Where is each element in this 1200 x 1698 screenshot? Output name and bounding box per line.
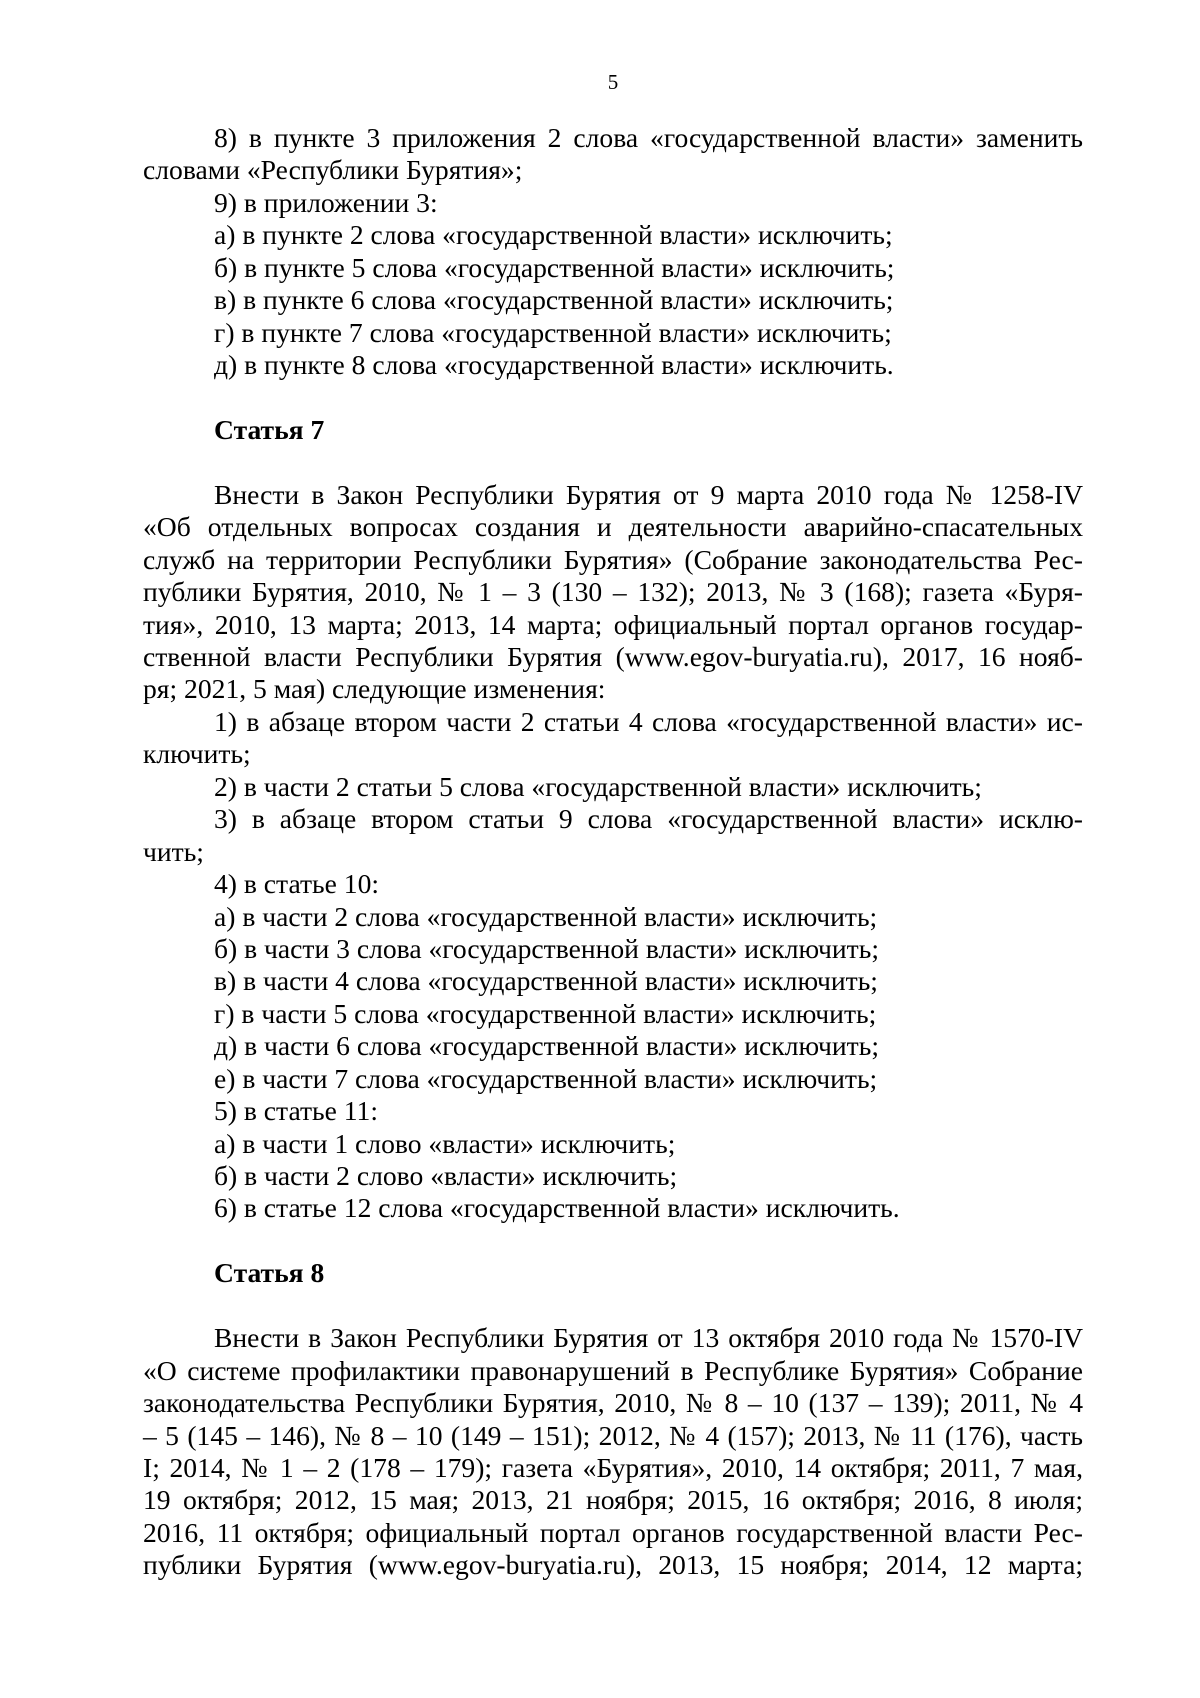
paragraph xyxy=(143,479,1083,706)
text-line: ключить; xyxy=(143,738,251,770)
text-line: Внести в Закон Республики Бурятия от 13 октября 2010 года № 1570-IV xyxy=(214,1322,1083,1354)
text-line: Внести в Закон Республики Бурятия от 9 марта 2010 года № 1258-IV xyxy=(214,478,1083,510)
text-line: законодательства Республики Бурятия, 2010, № 8 – 10 (137 – 139); 2011, № 4 xyxy=(143,1387,1083,1419)
document-body xyxy=(143,122,1083,1582)
text-line: словами «Республики Бурятия»; xyxy=(143,154,523,186)
paragraph xyxy=(143,1095,1083,1127)
paragraph xyxy=(143,252,1083,284)
paragraph xyxy=(143,1128,1083,1160)
paragraph xyxy=(143,1322,1083,1582)
text-line: I; 2014, № 1 – 2 (178 – 179); газета «Бурятия», 2010, 14 октября; 2011, 7 мая, xyxy=(143,1451,1083,1483)
paragraph xyxy=(143,965,1083,997)
paragraph xyxy=(143,868,1083,900)
text-line: публики Бурятия (www.egov-buryatia.ru), 2013, 15 ноября; 2014, 12 марта; xyxy=(143,1549,1083,1581)
text-line: г) в части 5 слова «государственной власти» исключить; xyxy=(214,997,877,1029)
text-line: е) в части 7 слова «государственной власти» исключить; xyxy=(214,1062,878,1094)
text-line: д) в пункте 8 слова «государственной власти» исключить. xyxy=(214,349,894,381)
text-line: 1) в абзаце втором части 2 статьи 4 слова «государственной власти» ис- xyxy=(214,705,1083,737)
text-line: 4) в статье 10: xyxy=(214,868,380,900)
text-line: б) в части 3 слова «государственной власти» исключить; xyxy=(214,932,879,964)
paragraph xyxy=(143,803,1083,868)
paragraph xyxy=(143,1192,1083,1224)
text-line: 3) в абзаце втором статьи 9 слова «государственной власти» исклю- xyxy=(214,803,1083,835)
paragraph xyxy=(143,349,1083,381)
text-line: в) в части 4 слова «государственной власти» исключить; xyxy=(214,965,878,997)
paragraph xyxy=(143,1030,1083,1062)
text-line: а) в части 2 слова «государственной власти» исключить; xyxy=(214,900,878,932)
text-line: а) в части 1 слово «власти» исключить; xyxy=(214,1127,676,1159)
paragraph xyxy=(143,187,1083,219)
text-line: б) в части 2 слово «власти» исключить; xyxy=(214,1160,678,1191)
text-line: а) в пункте 2 слова «государственной власти» исключить; xyxy=(214,219,893,251)
text-line: 6) в статье 12 слова «государственной власти» исключить. xyxy=(214,1192,900,1224)
text-line: г) в пункте 7 слова «государственной власти» исключить; xyxy=(214,316,892,348)
text-line: 8) в пункте 3 приложения 2 слова «государственной власти» заменить xyxy=(214,122,1083,153)
text-line: 19 октября; 2012, 15 мая; 2013, 21 ноября; 2015, 16 октября; 2016, 8 июля; xyxy=(143,1484,1083,1516)
paragraph xyxy=(143,998,1083,1030)
paragraph xyxy=(143,317,1083,349)
paragraph xyxy=(143,901,1083,933)
text-line: 2) в части 2 статьи 5 слова «государственной власти» исключить; xyxy=(214,770,982,802)
text-line: тия», 2010, 13 марта; 2013, 14 марта; официальный портал органов государ- xyxy=(143,608,1083,640)
text-line: чить; xyxy=(143,835,204,867)
text-line: д) в части 6 слова «государственной власти» исключить; xyxy=(214,1030,879,1062)
text-line: – 5 (145 – 146), № 8 – 10 (149 – 151); 2012, № 4 (157); 2013, № 11 (176), часть xyxy=(143,1419,1083,1451)
text-line: «О системе профилактики правонарушений в Республике Бурятия» Собрание xyxy=(143,1354,1083,1386)
paragraph xyxy=(143,219,1083,251)
text-line: ственной власти Республики Бурятия (www.egov-buryatia.ru), 2017, 16 нояб- xyxy=(143,641,1083,672)
text-line: 9) в приложении 3: xyxy=(214,186,438,218)
text-line: публики Бурятия, 2010, № 1 – 3 (130 – 132); 2013, № 3 (168); газета «Буря- xyxy=(143,576,1083,608)
paragraph xyxy=(143,284,1083,316)
paragraph xyxy=(143,706,1083,771)
text-line: ря; 2021, 5 мая) следующие изменения: xyxy=(143,673,606,705)
text-line: в) в пункте 6 слова «государственной власти» исключить; xyxy=(214,284,894,316)
paragraph xyxy=(143,1063,1083,1095)
page-number: 5 xyxy=(607,70,619,94)
paragraph xyxy=(143,1160,1083,1192)
article-heading: Статья 8 xyxy=(214,1257,325,1289)
paragraph xyxy=(143,771,1083,803)
text-line: 2016, 11 октября; официальный портал органов государственной власти Рес- xyxy=(143,1516,1083,1548)
text-line: служб на территории Республики Бурятия» (Собрание законодательства Рес- xyxy=(143,543,1083,575)
text-line: б) в пункте 5 слова «государственной власти» исключить; xyxy=(214,251,895,283)
paragraph xyxy=(143,122,1083,187)
text-line: «Об отдельных вопросах создания и деятельности аварийно-спасательных xyxy=(143,511,1083,543)
paragraph xyxy=(143,933,1083,965)
text-line: 5) в статье 11: xyxy=(214,1095,379,1127)
article-heading: Статья 7 xyxy=(214,413,325,445)
